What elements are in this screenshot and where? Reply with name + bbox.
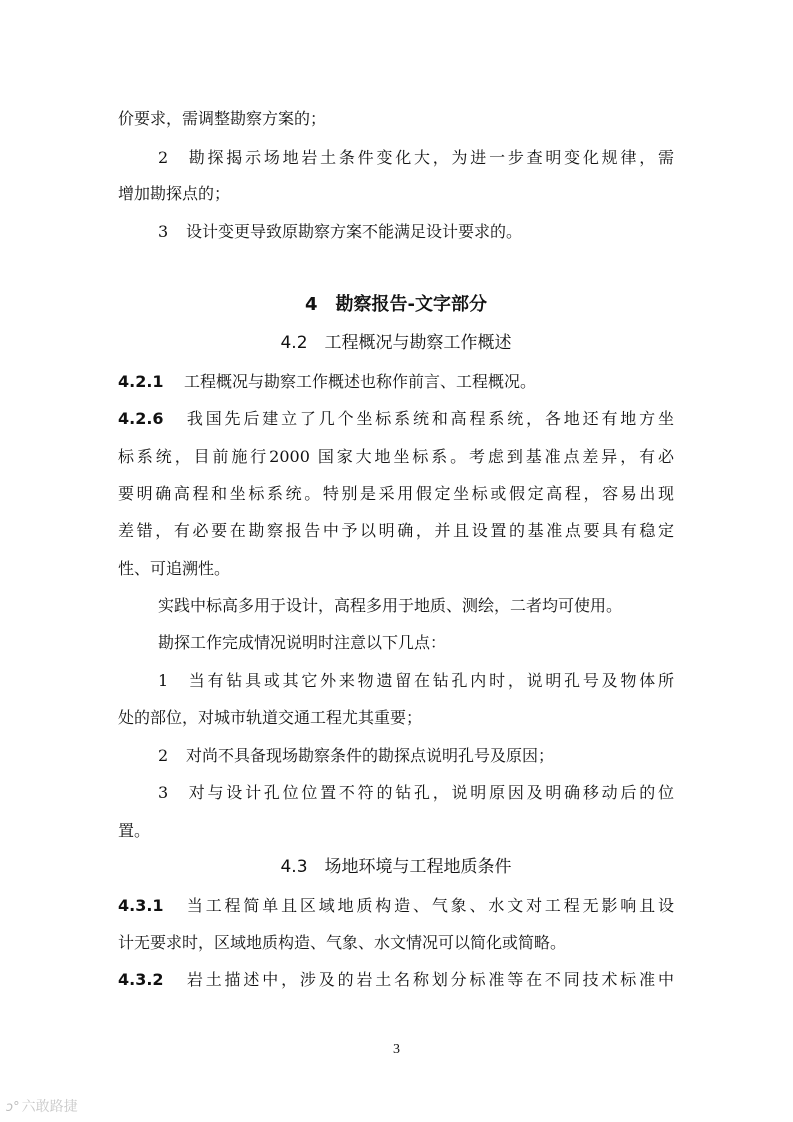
paragraph-line: 处的部位，对城市轨道交通工程尤其重要；	[118, 708, 423, 727]
section-heading: 4.2 工程概况与勘察工作概述	[280, 333, 512, 353]
list-item-line: 3 设计变更导致原勘察方案不能满足设计要求的。	[158, 222, 523, 241]
clause-line: 4.3.1 当工程简单且区域地质构造、气象、水文对工程无影响且设	[118, 896, 674, 915]
clause-number: 4.2.1	[118, 372, 164, 391]
paragraph-line: 标系统，目前施行2000 国家大地坐标系。考虑到基准点差异，有必	[118, 447, 674, 466]
list-item-line: 3 对与设计孔位位置不符的钻孔，说明原因及明确移动后的位	[158, 783, 674, 802]
clause-line: 4.3.2 岩土描述中，涉及的岩土名称划分标准等在不同技术标准中	[118, 970, 674, 989]
paragraph-line: 性、可追溯性。	[118, 559, 231, 578]
list-item-line: 2 对尚不具备现场勘察条件的勘探点说明孔号及原因；	[158, 746, 555, 765]
watermark	[6, 1096, 78, 1116]
clause-number: 4.3.1	[118, 896, 164, 915]
chapter-heading: 4 勘察报告-文字部分	[305, 294, 487, 315]
paragraph-line: 计无要求时，区域地质构造、气象、水文情况可以简化或简略。	[118, 933, 567, 952]
list-item-line: 1 当有钻具或其它外来物遗留在钻孔内时，说明孔号及物体所	[158, 671, 674, 690]
clause-number: 4.3.2	[118, 970, 164, 989]
watermark-logo-icon: ↄ°	[6, 1100, 20, 1115]
item-number: 3	[158, 783, 169, 802]
clause-number: 4.2.6	[118, 409, 164, 428]
page-number: 3	[393, 1042, 400, 1057]
item-number: 1	[158, 671, 169, 690]
item-number: 2	[158, 148, 169, 167]
clause-line: 4.2.6 我国先后建立了几个坐标系统和高程系统，各地还有地方坐	[118, 409, 674, 428]
item-number: 2	[158, 746, 169, 765]
list-item-line: 2 勘探揭示场地岩土条件变化大，为进一步查明变化规律，需	[158, 148, 674, 167]
watermark-text: 六敢路捷	[21, 1099, 78, 1115]
section-heading: 4.3 场地环境与工程地质条件	[280, 857, 512, 877]
paragraph-line: 置。	[118, 821, 151, 840]
item-number: 3	[158, 222, 169, 241]
clause-line: 4.2.1 工程概况与勘察工作概述也称作前言、工程概况。	[118, 372, 537, 391]
paragraph-line: 要明确高程和坐标系统。特别是采用假定坐标或假定高程，容易出现	[118, 484, 674, 503]
paragraph-line: 实践中标高多用于设计，高程多用于地质、测绘，二者均可使用。	[158, 596, 623, 615]
paragraph-line: 差错，有必要在勘察报告中予以明确，并且设置的基准点要具有稳定	[118, 521, 674, 540]
paragraph-line: 增加勘探点的；	[118, 184, 231, 203]
paragraph-line: 勘探工作完成情况说明时注意以下几点：	[158, 633, 447, 652]
paragraph-line: 价要求，需调整勘察方案的；	[118, 109, 327, 128]
